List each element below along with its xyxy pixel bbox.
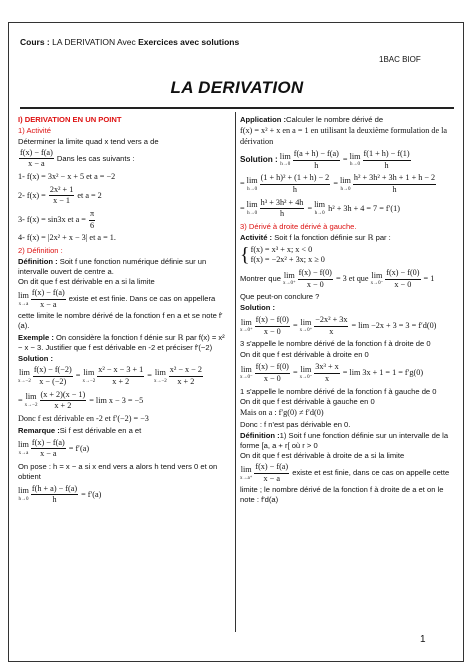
example-body: On considère la fonction f dénie sur ℝ par f(x) = x² − x − 3. Justifier que f est dérivable en -2 et préciser f′(−2) [18, 332, 225, 352]
definition-body: Soit f une fonction numérique définie sur un intervalle ouvert de centre a. [18, 256, 207, 276]
remark-eq-2: lim h→0 $\frac{f(h + a) - f(a)}{h}$ = f′(a) [18, 483, 102, 505]
sol-2-text-2: On dit que f est dérivable à droite en 0 [240, 350, 369, 360]
solution-eq-1: lim x→−2 $\frac{f(x) - f(-2)}{x - (-2)}$ = lim x→−2 $\frac{\text{x² − x − 3 + 1}}{x + 2}$ = lim x→−2 $\frac{\text{x² − x − 2}}{x + 2}$ [18, 365, 202, 387]
definition-label: Définition : [18, 256, 58, 266]
right-column [240, 114, 458, 507]
definition-2-text [240, 431, 458, 451]
cours-bold: Exercices avec solutions [138, 37, 240, 47]
course-header [20, 37, 239, 47]
activity-2-label: Activité : [240, 232, 273, 242]
definition-text-2: On dit que f est dérivable en a si la limite [18, 277, 155, 287]
example-label: Exemple : [18, 332, 54, 342]
case-3 [18, 209, 230, 231]
piecewise-function: { f(x) = x³ + x; x < 0 f(x) = −2x² + 3x; x ≥ 0 [240, 244, 325, 267]
show-limits: Montrer que lim x→0⁺ $\frac{f(x) - f(0)}{x - 0}$ = 3 et que lim x→0⁻ $\frac{f(x) - f(0)}{x - 0}$ = 1 [240, 268, 435, 289]
activity-text-2: Dans les cas suivants : [56, 153, 135, 163]
remark-body: Si f est dérivable en a et [59, 425, 142, 435]
subsection-activite: 1) Activité [18, 125, 51, 135]
solution-eq-2: = lim x→−2 $\frac{(x + 2)(x - 1)}{x + 2}$ = lim x − 3 = −5 [18, 389, 144, 411]
title-rule [20, 107, 454, 109]
left-column [18, 114, 230, 508]
case-3-text: 3- f(x) = sin3x et a = [18, 214, 86, 224]
activity-2-body: Soit f la fonction définie sur ℝ par : [272, 232, 391, 242]
solution-conclusion: Donc f est dérivable en -2 et f′(−2) = −3 [18, 414, 149, 424]
app-solution-eq-2: = lim h→0 $\frac{\text{(1 + h)² + (1 + h) − 2}}{h}$ = lim h→0 $\frac{\text{h² + 3h² + 3h + 1 + h − 2}}{h}$ [240, 173, 436, 195]
sol-2-eq-1-end: = lim −2x + 3 = 3 = f′d(0) [351, 321, 437, 331]
show-mid: = 3 et que [335, 274, 369, 284]
case-4: 4- f(x) = |2x² + x − 3| et a = 1. [18, 233, 116, 243]
definition-limit: lim x→a $\frac{f(x) - f(a)}{x - a}$ existe et est finie. Dans ce cas on appellera cette limite le nombre dérivé de la fonction f en a et se note f′(a). [18, 288, 223, 331]
activity-fraction: $\frac{f(x) - f(a)}{x - a}$ Dans les cas suivants : [20, 147, 135, 169]
case-2-post: et a = 2 [77, 190, 102, 200]
definition-2-body: 1) Soit f une fonction définie sur un intervalle de la forme [a, a + r[ où r > 0 [240, 430, 449, 450]
column-divider [235, 112, 236, 632]
solution-2-label: Solution : [240, 303, 276, 313]
sol-2-eq-2: lim x→0⁻ $\frac{f(x) - f(0)}{x - 0}$ = lim x→0⁻ $\frac{\text{3x³ + x}}{x}$ = lim 3x + 1 = 1 = f′g(0) [240, 362, 424, 383]
section-derivation-point: I) DERIVATION EN UN POINT [18, 115, 122, 124]
definition-2-text-2: On dit que f est dérivable à droite de a si la limite [240, 451, 405, 461]
remark-text [18, 426, 230, 436]
show-pre: Montrer que [240, 274, 281, 284]
case-1: 1- f(x) = 3x² − x + 5 et a = −2 [18, 171, 116, 181]
definition-text [18, 257, 230, 277]
application-body: Calculer le nombre dérivé de [285, 115, 384, 124]
remark-label: Remarque : [18, 425, 60, 435]
sol-2-text-6: Donc : f n'est pas dérivable en 0. [240, 419, 351, 429]
sol-2-eq-1: lim x→0⁺ $\frac{f(x) - f(0)}{x - 0}$ = lim x→0⁺ $\frac{\text{−2x² + 3x}}{x}$ = lim −2x + 3 = 3 = f′d(0) [240, 315, 437, 336]
sol-2-eq-2-end: = lim 3x + 1 = 1 = f′g(0) [342, 368, 424, 378]
application-text [240, 115, 458, 125]
activity-2-text [240, 233, 458, 243]
level-label: 1BAC BIOF [379, 55, 421, 64]
definition-2-label: Définition : [240, 430, 280, 440]
application-label: Application : [240, 115, 286, 124]
page-number: 1 [420, 634, 426, 645]
sol-2-text-5: Mais on a : f′g(0) ≠ f′d(0) [240, 408, 324, 418]
remark-eq: lim x→a $\frac{f(x) - f(a)}{x - a}$ = f′(a) [18, 437, 90, 459]
application-text-2: f(x) = x² + x en a = 1 en utilisant la deuxième formulation de la dérivation [240, 125, 448, 146]
remark-pose: On pose : h = x − a si x end vers a alors h tend vers 0 et on obtient [18, 461, 218, 481]
solution-eq-2-end: = lim x − 3 = −5 [89, 395, 144, 405]
remark-eq-2-end: = f′(a) [81, 489, 102, 499]
case-3-num: π [89, 209, 95, 221]
subsection-droite-gauche: 3) Dérivé à droite dérivé à gauche. [240, 222, 357, 232]
subsection-definition: 2) Définition : [18, 245, 63, 255]
app-solution-label: Solution : [240, 155, 278, 165]
sol-2-text-1: 3 s'appelle le nombre dérivé de la fonction f à droite de 0 [240, 339, 431, 349]
app-solution-eq-3: = lim h→0 $\frac{\text{h³ + 3h² + 4h}}{h}$ = lim h→0 h² + 3h + 4 = 7 = f′(1) [240, 197, 400, 219]
definition-2-limit: lim x→a⁺ $\frac{f(x) - f(a)}{x - a}$ existe et est finie, dans ce cas on appelle cette limite ; le nombre dérivé de la fonction f à droite de a et on le note : f′d(a) [240, 462, 450, 505]
sol-2-text-3: 1 s'appelle le nombre dérivé de la fonction f à gauche de 0 [240, 386, 437, 396]
show-end: = 1 [423, 274, 435, 284]
solution-eq-1-eq: = [75, 371, 81, 381]
case-2-pre: 2- f(x) = [18, 190, 46, 200]
question: Que peut-on conclure ? [240, 292, 320, 302]
definition-text-3: existe et est finie. Dans ce cas on appellera cette limite le nombre dérivé de la fonction f en a et se note f′(a). [18, 294, 223, 331]
piece-1: f(x) = x³ + x; x < 0 [250, 244, 313, 254]
case-3-den: 6 [89, 220, 95, 230]
piece-2: f(x) = −2x² + 3x; x ≥ 0 [250, 255, 325, 265]
cours-title: LA DERIVATION Avec [49, 37, 139, 47]
app-solution-eq-1: Solution : lim h→0 $\frac{f(a + h) - f(a)}{h}$ = lim h→0 $\frac{f(1 + h) - f(1)}{h}$ [240, 149, 410, 170]
example-text [18, 333, 230, 353]
activity-text: Déterminer la limite quad x tend vers a de [18, 136, 159, 146]
page-title: LA DERIVATION [170, 78, 304, 97]
solution-label: Solution : [18, 353, 54, 363]
sol-2-text-4: On dit que f est dérivable à gauche en 0 [240, 397, 375, 407]
definition-2-text-3: existe et est finie, dans ce cas on appelle cette limite ; le nombre dérivé de la fonction f à droite de a et on le note : f′d(a) [240, 468, 450, 505]
remark-eq-end: = f′(a) [68, 443, 90, 453]
cours-label: Cours : [20, 37, 50, 47]
case-2: 2- f(x) = $\frac{\text{2x² + 1}}{x - 1}$ et a = 2 [18, 184, 102, 206]
